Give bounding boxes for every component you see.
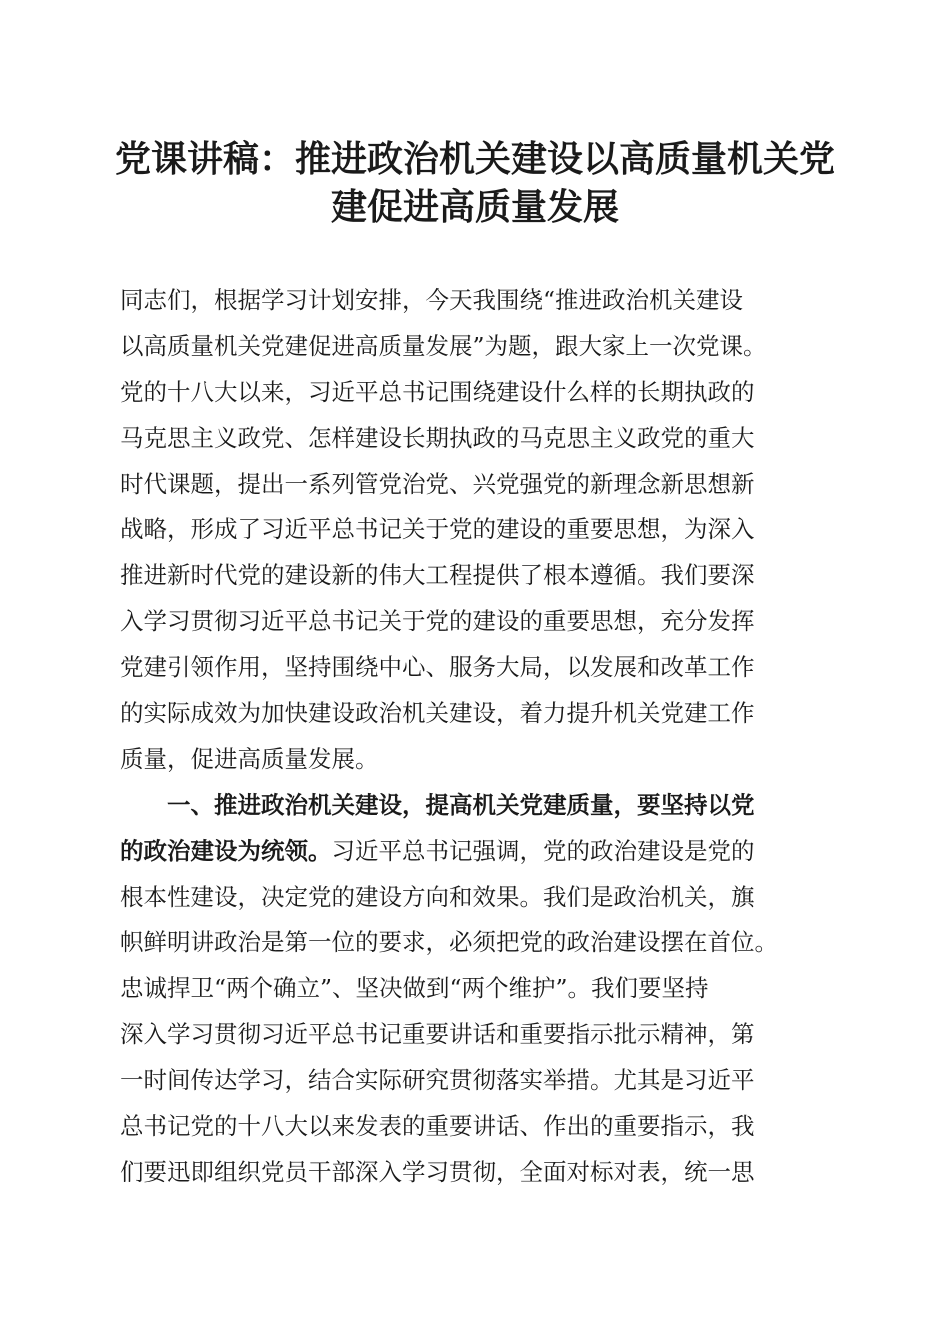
text-line: 党建引领作用，坚持围绕中心、服务大局，以发展和改革工作 [120, 653, 755, 682]
text-line: 一时间传达学习，结合实际研究贯彻落实举措。尤其是习近平 [120, 1066, 755, 1095]
text-line: 同志们，根据学习计划安排，今天我围绕“推进政治机关建设 [120, 286, 744, 314]
document-title [100, 136, 850, 232]
text-line: 总书记党的十八大以来发表的重要讲话、作出的重要指示，我 [120, 1112, 755, 1141]
text-line: 党的十八大以来，习近平总书记围绕建设什么样的长期执政的 [120, 377, 755, 406]
section-1-paragraph [120, 783, 850, 1196]
text-line: 质量，促进高质量发展。 [120, 744, 379, 773]
text-line: 们要迅即组织党员干部深入学习贯彻，全面对标对表，统一思 [120, 1157, 755, 1186]
text-line [120, 829, 850, 875]
section-text-start: 习近平总书记强调，党的政治建设是党的 [331, 836, 755, 865]
intro-paragraph [120, 278, 850, 783]
text-line: 时代课题，提出一系列管党治党、兴党强党的新理念新思想新 [120, 469, 755, 498]
section-heading-end: 的政治建设为统领。 [120, 836, 332, 865]
text-line: 帜鲜明讲政治是第一位的要求，必须把党的政治建设摆在首位。 [120, 928, 778, 957]
text-line: 以高质量机关党建促进高质量发展”为题，跟大家上一次党课。 [120, 331, 767, 360]
text-line: 的实际成效为加快建设政治机关建设，着力提升机关党建工作 [120, 699, 755, 728]
title-line: 建促进高质量发展 [330, 187, 619, 228]
text-line: 马克思主义政党、怎样建设长期执政的马克思主义政党的重大 [120, 423, 755, 452]
text-line: 根本性建设，决定党的建设方向和效果。我们是政治机关，旗 [120, 882, 755, 911]
section-heading: 一、推进政治机关建设，提高机关党建质量，要坚持以党 [167, 790, 755, 819]
text-line: 入学习贯彻习近平总书记关于党的建设的重要思想，充分发挥 [120, 607, 755, 636]
text-line: 忠诚捍卫“两个确立”、坚决做到“两个维护”。我们要坚持 [120, 974, 709, 1003]
text-line: 推进新时代党的建设新的伟大工程提供了根本遵循。我们要深 [120, 561, 755, 590]
text-line: 战略，形成了习近平总书记关于党的建设的重要思想，为深入 [120, 515, 755, 544]
text-line: 深入学习贯彻习近平总书记重要讲话和重要指示批示精神，第 [120, 1020, 755, 1049]
document-body [120, 278, 850, 1196]
title-line: 党课讲稿：推进政治机关建设以高质量机关党 [114, 139, 835, 180]
